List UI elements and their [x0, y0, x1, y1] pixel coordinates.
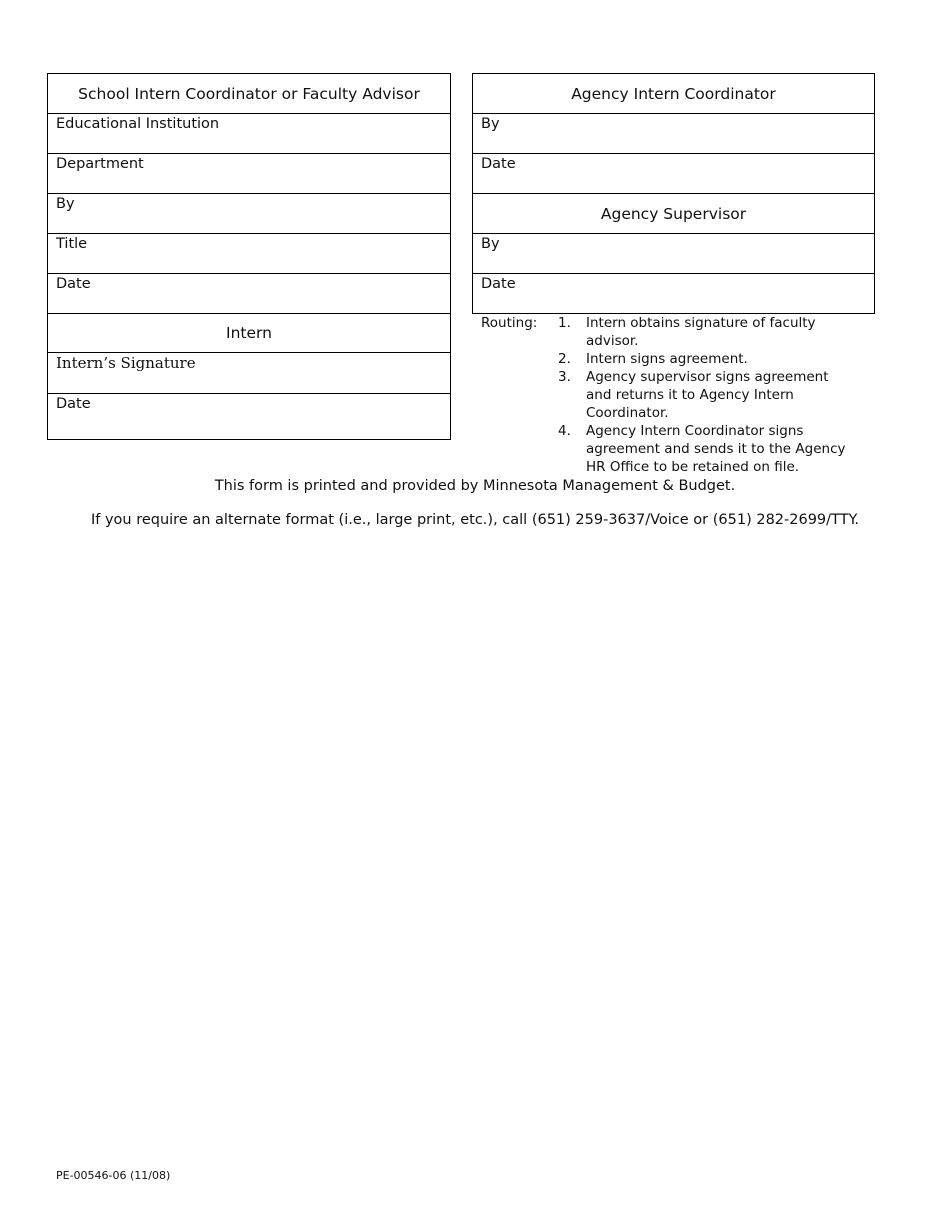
- routing-step-number: 3.: [558, 369, 571, 385]
- agency-coordinator-header: Agency Intern Coordinator: [473, 74, 875, 114]
- school-date-field[interactable]: [48, 274, 451, 314]
- intern-date-label: Date: [56, 396, 91, 412]
- agency-coordinator-by-label: By: [481, 116, 500, 132]
- routing-step: [558, 350, 858, 368]
- school-coordinator-header: School Intern Coordinator or Faculty Advisor: [48, 74, 451, 114]
- school-by-label: By: [56, 196, 75, 212]
- title-field[interactable]: [48, 234, 451, 274]
- department-field[interactable]: [48, 154, 451, 194]
- department-label: Department: [56, 156, 144, 172]
- agency-coordinator-date-label: Date: [481, 156, 516, 172]
- routing-step-text: Agency supervisor signs agreement and returns it to Agency Intern Coordinator.: [586, 369, 829, 421]
- routing-step-number: 1.: [558, 315, 571, 331]
- form-number: PE-00546-06 (11/08): [56, 1169, 171, 1182]
- routing-step: [558, 422, 858, 476]
- intern-date-field[interactable]: [48, 394, 451, 440]
- agency-supervisor-by-field[interactable]: [473, 234, 875, 274]
- routing-step-number: 4.: [558, 423, 571, 439]
- school-coordinator-section: [47, 73, 451, 440]
- routing-step-number: 2.: [558, 351, 571, 367]
- routing-label: Routing:: [481, 315, 538, 331]
- agency-supervisor-date-label: Date: [481, 276, 516, 292]
- provided-by-note: This form is printed and provided by Minnesota Management & Budget.: [214, 478, 736, 494]
- agency-supervisor-by-label: By: [481, 236, 500, 252]
- educational-institution-label: Educational Institution: [56, 116, 220, 132]
- routing-step-text: Agency Intern Coordinator signs agreement and sends it to the Agency HR Office to be retained on file.: [586, 423, 846, 475]
- routing-step-text: Intern signs agreement.: [586, 351, 748, 367]
- intern-header: Intern: [48, 314, 451, 353]
- intern-signature-field[interactable]: [48, 353, 451, 394]
- routing-step: [558, 314, 858, 350]
- routing-step-text: Intern obtains signature of faculty advisor.: [586, 315, 816, 349]
- alternate-format-note: If you require an alternate format (i.e., large print, etc.), call (651) 259-3637/Voice or (651) 282-2699/TTY.: [90, 512, 860, 528]
- agency-supervisor-header: Agency Supervisor: [473, 194, 875, 234]
- educational-institution-field[interactable]: [48, 114, 451, 154]
- agency-coordinator-date-field[interactable]: [473, 154, 875, 194]
- routing-step: [558, 368, 858, 422]
- title-label: Title: [56, 236, 88, 252]
- agency-supervisor-date-field[interactable]: [473, 274, 875, 314]
- agency-coordinator-by-field[interactable]: [473, 114, 875, 154]
- agency-section: [472, 73, 875, 314]
- intern-signature-label: Intern’s Signature: [56, 354, 196, 372]
- routing-steps: [558, 314, 858, 476]
- school-date-label: Date: [56, 276, 91, 292]
- school-by-field[interactable]: [48, 194, 451, 234]
